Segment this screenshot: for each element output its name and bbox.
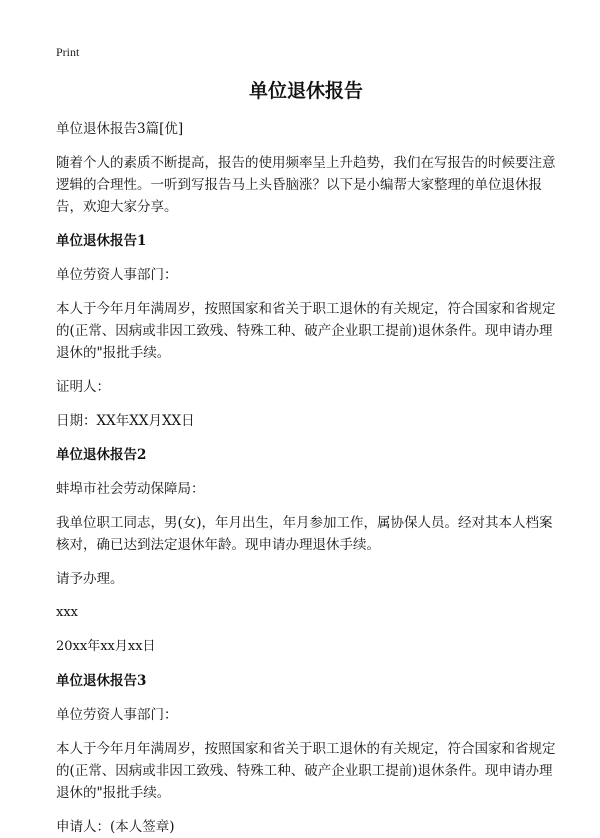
signature-line: xxx <box>56 605 78 620</box>
section-heading: 单位退休报告2 <box>56 447 147 463</box>
section-heading: 单位退休报告1 <box>56 233 147 249</box>
applicant-line: 申请人：(本人签章) <box>56 819 175 835</box>
date-line: 日期：XX年XX月XX日 <box>56 413 195 429</box>
section-addressee: 蚌埠市社会劳动保障局： <box>56 481 205 497</box>
witness-line: 证明人： <box>56 379 110 395</box>
report-section-3 <box>56 670 556 838</box>
section-body: 本人于今年月年满周岁，按照国家和省关于职工退休的有关规定，符合国家和省规定的(正常、因病或非因工致残、特殊工种、破产企业职工提前)退休条件。现申请办理退休的"报批手续。 <box>56 301 556 361</box>
document-subtitle: 单位退休报告3篇[优] <box>56 121 184 137</box>
document-page <box>56 44 556 838</box>
intro-paragraph: 随着个人的素质不断提高，报告的使用频率呈上升趋势，我们在写报告的时候要注意逻辑的合理性。一听到写报告马上头昏脑涨？以下是小编帮大家整理的单位退休报告，欢迎大家分享。 <box>56 155 556 215</box>
request-line: 请予办理。 <box>56 571 124 587</box>
section-addressee: 单位劳资人事部门： <box>56 707 178 723</box>
report-section-2 <box>56 444 556 658</box>
print-link[interactable]: Print <box>56 45 80 59</box>
report-section-1 <box>56 230 556 432</box>
page-title: 单位退休报告 <box>248 80 363 102</box>
section-addressee: 单位劳资人事部门： <box>56 267 178 283</box>
date-line: 20xx年xx月xx日 <box>56 639 156 654</box>
section-body: 本人于今年月年满周岁，按照国家和省关于职工退休的有关规定，符合国家和省规定的(正常、因病或非因工致残、特殊工种、破产企业职工提前)退休条件。现申请办理退休的"报批手续。 <box>56 741 556 801</box>
section-heading: 单位退休报告3 <box>56 673 147 689</box>
section-body: 我单位职工同志，男(女)，年月出生，年月参加工作，属协保人员。经对其本人档案核对，确已达到法定退休年龄。现申请办理退休手续。 <box>56 515 553 553</box>
